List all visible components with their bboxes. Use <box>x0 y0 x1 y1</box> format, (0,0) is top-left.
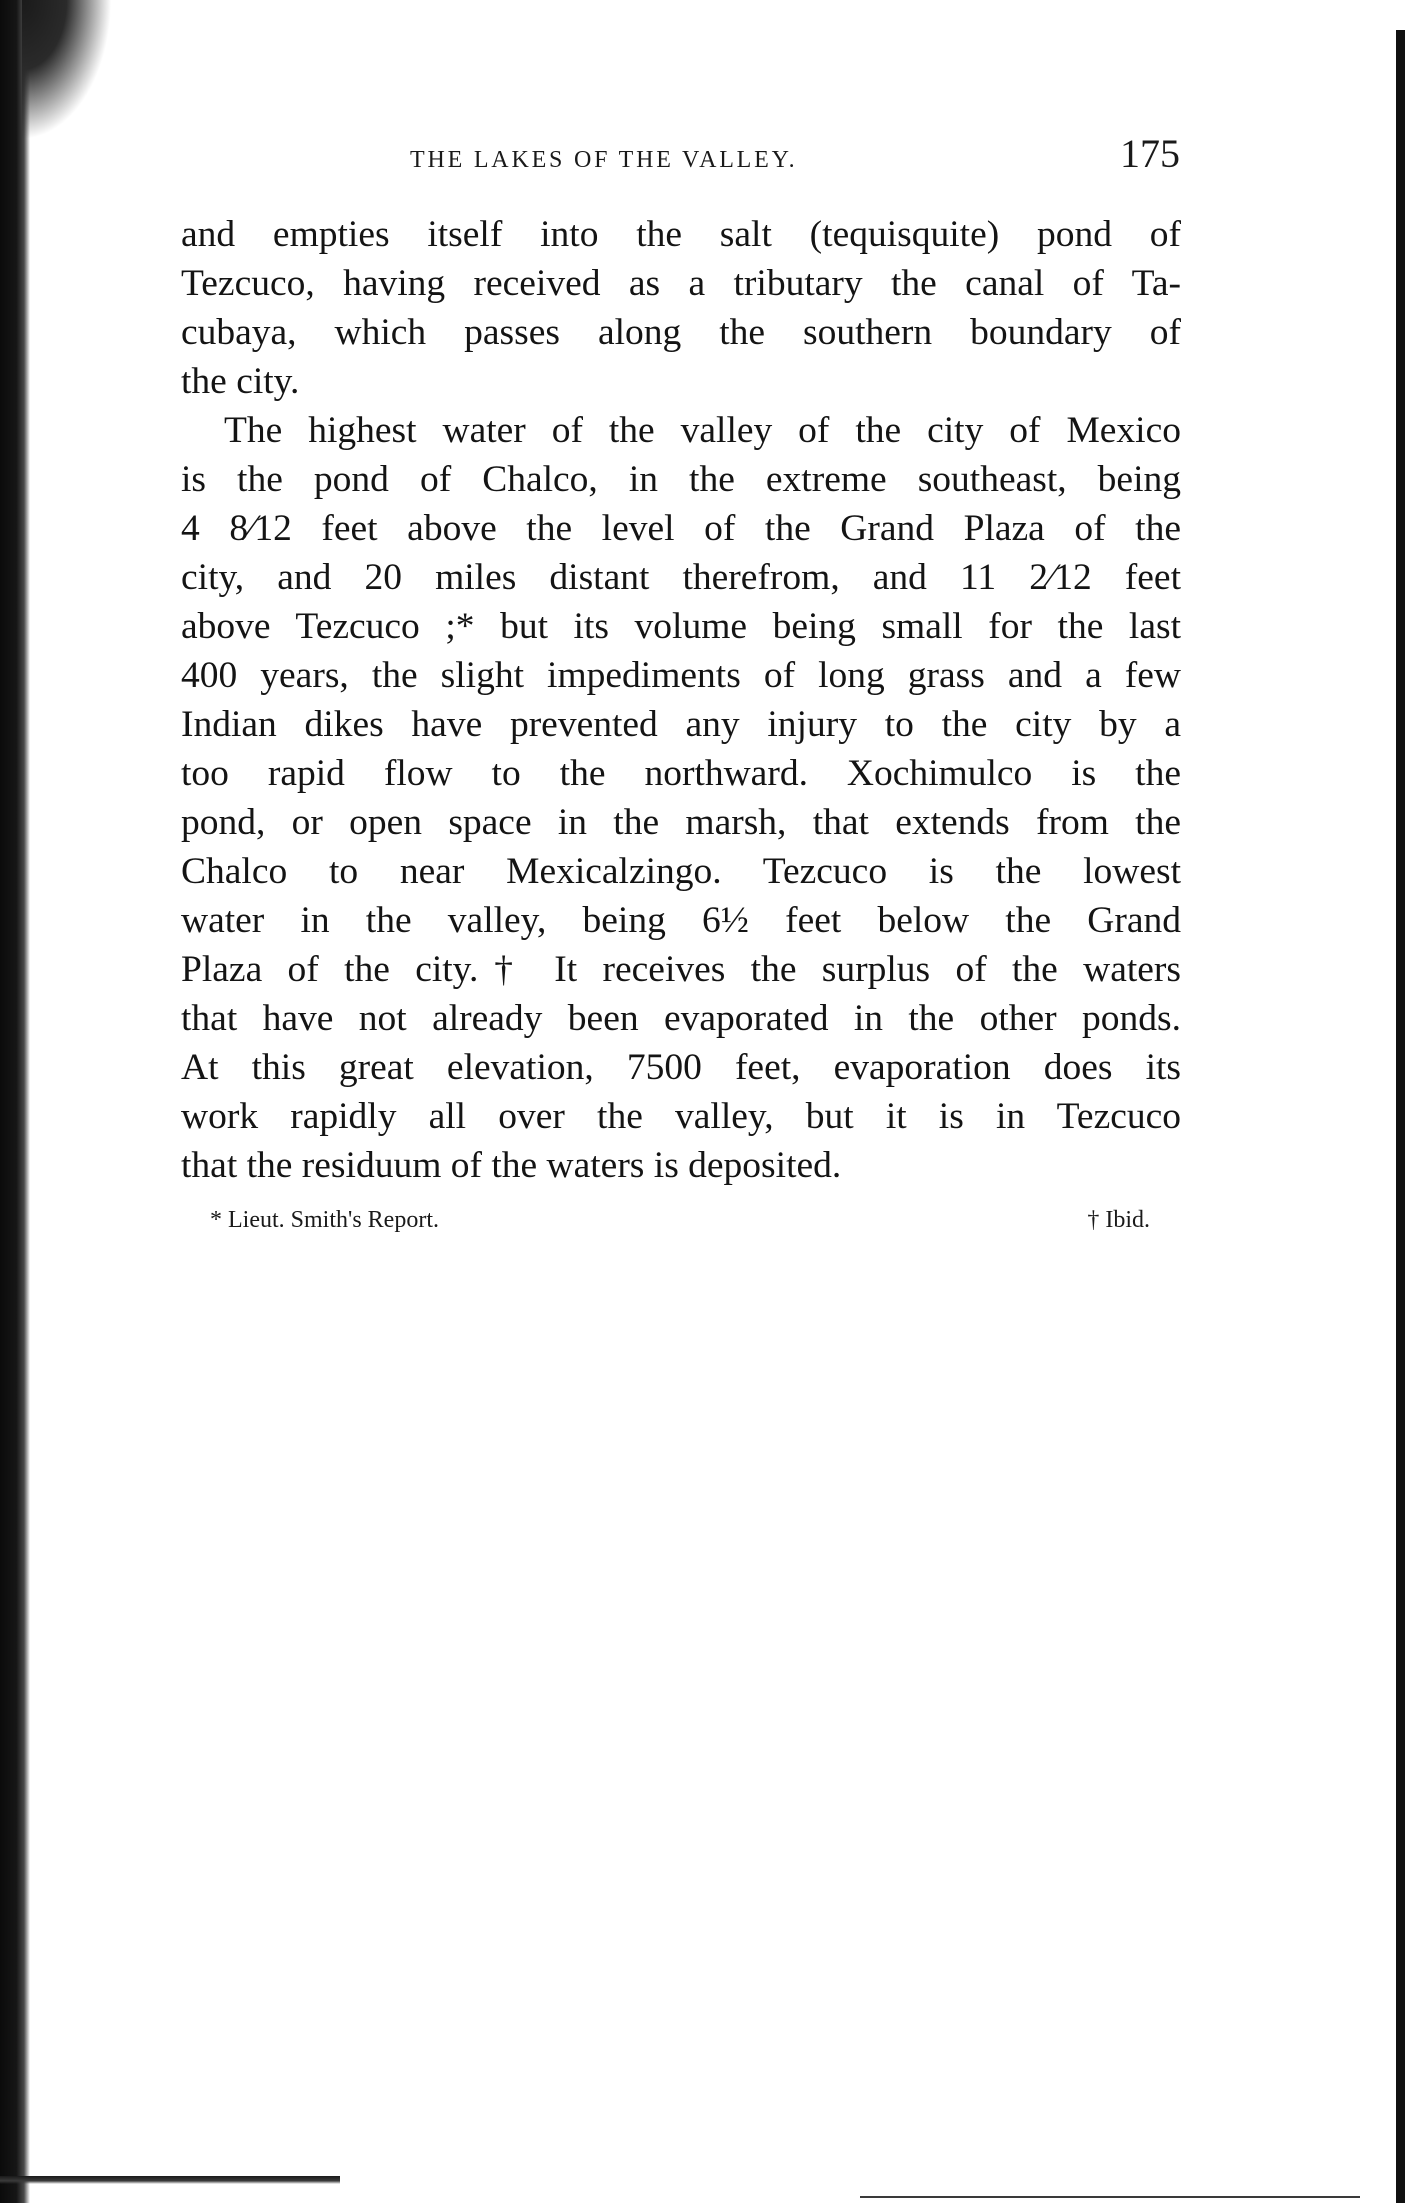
text-line: cubaya, which passes along the southern boundary of <box>181 312 1181 353</box>
text-line: At this great elevation, 7500 feet, evaporation does its <box>181 1047 1181 1088</box>
text-line: and empties itself into the salt (tequisquite) pond of <box>181 214 1181 255</box>
text-line: pond, or open space in the marsh, that extends from the <box>181 802 1181 843</box>
text-line: that have not already been evaporated in the other ponds. <box>181 998 1181 1039</box>
running-head: THE LAKES OF THE VALLEY. <box>410 147 798 173</box>
text-line: that the residuum of the waters is deposited. <box>181 1145 842 1186</box>
text-line: Tezcuco, having received as a tributary the canal of Ta- <box>181 263 1181 304</box>
scan-edge-bottom <box>0 2176 340 2184</box>
text-line: Chalco to near Mexicalzingo. Tezcuco is the lowest <box>181 851 1181 892</box>
text-line: Indian dikes have prevented any injury to the city by a <box>181 704 1181 745</box>
text-line: 4 8⁄12 feet above the level of the Grand Plaza of the <box>181 508 1181 549</box>
text-line: is the pond of Chalco, in the extreme southeast, being <box>181 459 1181 500</box>
text-line: above Tezcuco ;* but its volume being small for the last <box>181 606 1181 647</box>
body-text <box>181 210 1181 1190</box>
scan-edge-right <box>1396 30 1405 2203</box>
text-line: too rapid flow to the northward. Xochimulco is the <box>181 753 1181 794</box>
page-number: 175 <box>1120 131 1180 176</box>
text-line: city, and 20 miles distant therefrom, and 11 2⁄12 feet <box>181 557 1181 598</box>
text-line: Plaza of the city.† It receives the surplus of the waters <box>181 949 1181 990</box>
text-line: the city. <box>181 361 300 402</box>
text-line: 400 years, the slight impediments of long grass and a few <box>181 655 1181 696</box>
text-line: water in the valley, being 6½ feet below the Grand <box>181 900 1181 941</box>
scan-edge-left <box>0 0 30 2203</box>
scan-edge-corner <box>22 0 112 140</box>
footnote-ibid: † Ibid. <box>1087 1207 1150 1233</box>
footnotes <box>210 1207 1150 1247</box>
footnote-smith-report: * Lieut. Smith's Report. <box>210 1207 439 1233</box>
text-line: work rapidly all over the valley, but it is in Tezcuco <box>181 1096 1181 1137</box>
scan-edge-bottom-line <box>860 2196 1360 2198</box>
page-header <box>180 130 1180 190</box>
text-line: The highest water of the valley of the city of Mexico <box>224 410 1181 451</box>
